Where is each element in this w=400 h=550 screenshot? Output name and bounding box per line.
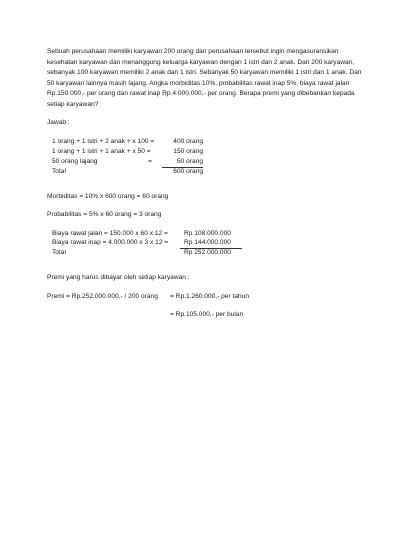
- members-row-2-value: 150 orang: [173, 148, 203, 155]
- members-row-2-label: 1 orang + 1 istri + 1 anak + x 50 =: [52, 148, 151, 155]
- members-total-label: Total: [52, 168, 66, 175]
- cost-row-1-label: Biaya rawat jalan = 150.000 x 60 x 12 =: [52, 230, 168, 237]
- premium-per-year: = Rp.1.260.000,- per tahun: [170, 293, 249, 300]
- morbidity-line: Morbiditas = 10% x 600 orang = 60 orang: [47, 193, 169, 200]
- premium-per-month: = Rp.105.000,- per bulan: [170, 311, 244, 318]
- probability-line: Probabilitas = 5% x 60 orang = 3 orang: [47, 211, 162, 218]
- cost-row-1-value: Rp 108.000.000: [184, 230, 231, 237]
- members-row-1-value: 400 orang: [173, 138, 203, 145]
- members-row-3-label: 50 orang lajang: [52, 158, 98, 165]
- problem-paragraph: Sebuah perusahaan memiliki karyawan 200 orang dan perusahaan tersebut ingin mengasuransikan kesehatan karyawan dan menanggung keluarga karyawan dengan 1 istri dan 2 anak. Dari 200 karyawan, sebanyak 100 karyawan memiliki 2 anak dan 1 istri. Sebanyak 50 karyawan memiliki 1 istri dan 1 anak. Dan 50 karyawan lainnya masih lajang. Angka morbiditas 10%, probabilitas rawat inap 5%, biaya rawat jalan Rp.150.000,- per orang dan rawat inap Rp.4.000.000,- per orang. Berapa premi yang dibebankan kepada setiap karyawan?: [47, 48, 362, 108]
- cost-total-value: Rp 252.000.000: [184, 249, 231, 256]
- members-row-3-eq: =: [148, 158, 152, 165]
- answer-label: Jawab :: [47, 119, 70, 126]
- members-row-1-label: 1 orang + 1 istri + 2 anak + x 100 =: [52, 138, 155, 145]
- cost-row-2-label: Biaya rawat inap = 4.000.000 x 3 x 12 =: [52, 239, 169, 246]
- premium-calc: Premi = Rp.252.000.000,- / 200 orang: [47, 293, 158, 300]
- cost-row-2-value: Rp 144.000.000: [180, 238, 242, 249]
- premium-label: Premi yang harus dibayar oleh setiap karyawan :: [47, 274, 190, 281]
- members-total-value: 600 orang: [173, 168, 203, 175]
- members-row-3-value: 50 orang: [162, 157, 203, 168]
- cost-total-label: Total: [52, 249, 66, 256]
